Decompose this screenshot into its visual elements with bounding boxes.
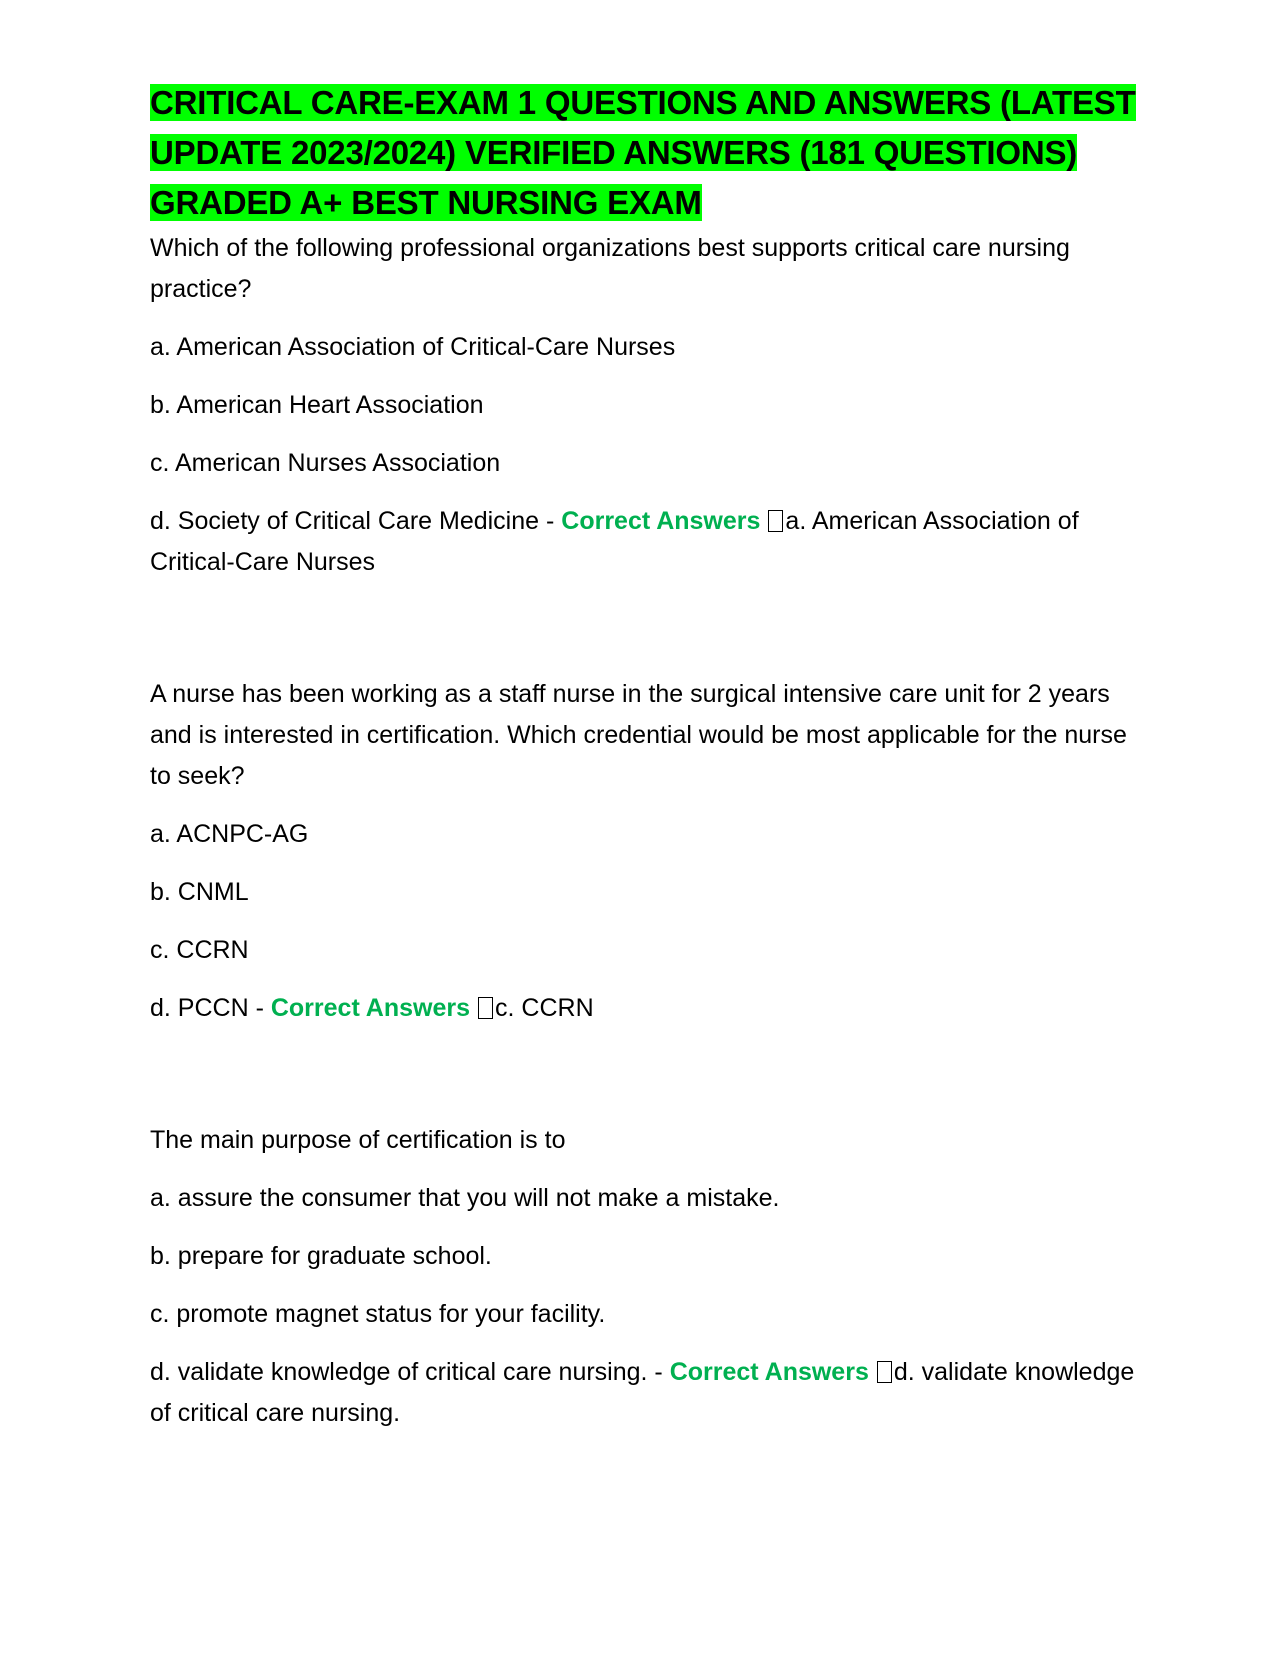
question-spacer — [150, 1046, 1140, 1120]
document-title — [150, 78, 1140, 228]
question-stem: Which of the following professional organizations best supports critical care nursing practice? — [150, 234, 1070, 303]
option-c: c. promote magnet status for your facility. — [150, 1300, 606, 1328]
correct-answers-label: Correct Answers — [561, 507, 761, 535]
option-a: a. ACNPC-AG — [150, 820, 309, 848]
missing-glyph-icon — [768, 510, 783, 532]
option-d: d. Society of Critical Care Medicine - — [150, 507, 562, 535]
option-d-with-answer — [150, 988, 1140, 1029]
option-b: b. CNML — [150, 878, 249, 906]
option-a: a. assure the consumer that you will not make a mistake. — [150, 1184, 780, 1212]
option-d-with-answer — [150, 501, 1140, 583]
option-c: c. CCRN — [150, 936, 249, 964]
correct-answers-label: Correct Answers — [270, 994, 471, 1022]
answer-text: c. CCRN — [495, 994, 594, 1022]
question-1 — [150, 228, 1140, 583]
question-3 — [150, 1120, 1140, 1434]
option-d-with-answer — [150, 1352, 1140, 1434]
missing-glyph-icon — [877, 1361, 892, 1383]
answer-text: a. American Association of Critical-Care Nurses — [150, 507, 1079, 576]
option-d: d. PCCN - — [150, 994, 271, 1022]
option-b: b. prepare for graduate school. — [150, 1242, 492, 1270]
question-2 — [150, 674, 1140, 1029]
option-b: b. American Heart Association — [150, 391, 484, 419]
option-a: a. American Association of Critical-Care Nurses — [150, 333, 676, 361]
question-stem: The main purpose of certification is to — [150, 1126, 566, 1154]
question-stem: A nurse has been working as a staff nurse in the surgical intensive care unit for 2 years and is interested in certification. Which credential would be most applicable for the nurse to seek? — [150, 680, 1127, 790]
document-page — [150, 78, 1140, 1451]
question-spacer — [150, 600, 1140, 674]
option-d: d. validate knowledge of critical care nursing. - — [150, 1358, 670, 1386]
missing-glyph-icon — [478, 997, 493, 1019]
answer-text: d. validate knowledge of critical care nursing. — [150, 1358, 1135, 1427]
option-c: c. American Nurses Association — [150, 449, 501, 477]
title-highlight: CRITICAL CARE-EXAM 1 QUESTIONS AND ANSWERS (LATEST UPDATE 2023/2024) VERIFIED ANSWERS (181 QUESTIONS) GRADED A+ BEST NURSING EXAM — [150, 84, 1136, 221]
correct-answers-label: Correct Answers — [669, 1358, 869, 1386]
